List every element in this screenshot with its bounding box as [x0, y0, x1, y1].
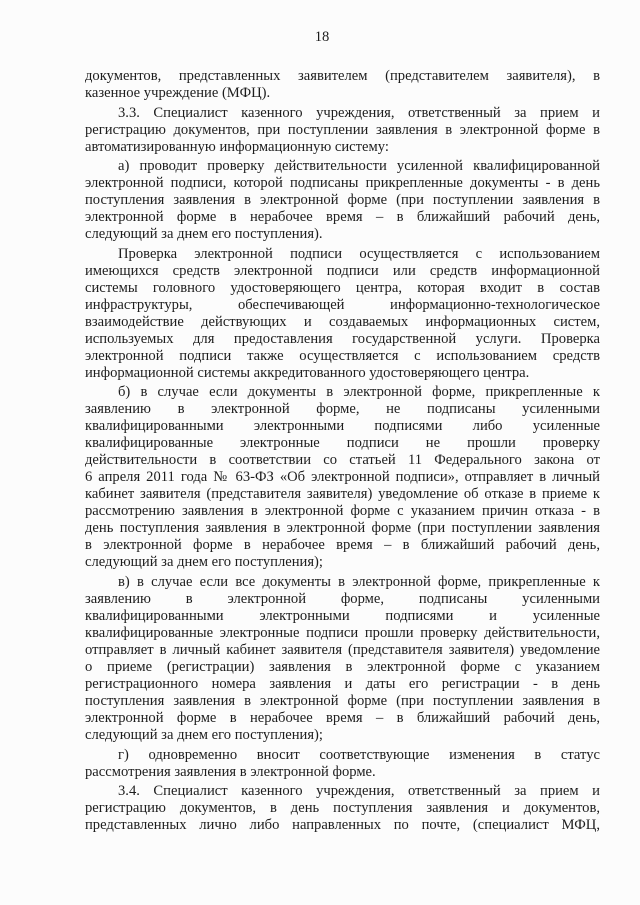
text-line: действительности в соответствии со статьей 11 Федерального закона от: [85, 452, 600, 469]
paragraph-continuation: [85, 68, 600, 102]
text-line: электронной подписи также осуществляется с использованием средств: [85, 347, 600, 364]
paragraph-3-3-a: [85, 158, 600, 243]
document-body: [85, 68, 600, 834]
text-line: квалифицированными электронными подписями и усиленные: [85, 607, 600, 624]
text-line: регистрацию документов, при поступлении заявления в электронной форме в: [85, 121, 600, 138]
text-line: квалифицированными электронными подписями либо усиленные: [85, 418, 600, 435]
text-line: инфраструктуры, обеспечивающей информационно-технологическое: [85, 296, 600, 313]
text-line: 3.3. Специалист казенного учреждения, ответственный за прием и: [118, 104, 600, 121]
text-line: квалифицированные электронные подписи не прошли проверку: [85, 435, 600, 452]
text-line: электронной подписи, которой подписаны прикрепленные документы - в день: [85, 175, 600, 192]
text-line: электронной форме в нерабочее время – в ближайший рабочий день,: [85, 709, 600, 726]
text-line: о приеме (регистрации) заявления в электронной форме с указанием: [85, 658, 600, 675]
paragraph-3-4: [85, 783, 600, 834]
text-line: кабинет заявителя (представителя заявителя) уведомление об отказе в приеме к: [85, 486, 600, 503]
text-line: регистрационного номера заявления и даты его регистрации - в день: [85, 675, 600, 692]
text-line: г) одновременно вносит соответствующие изменения в статус: [118, 746, 600, 763]
paragraph-3-3-v: [85, 574, 600, 744]
text-line: взаимодействие действующих и создаваемых информационных систем,: [85, 313, 600, 330]
text-line: следующий за днем его поступления).: [85, 226, 323, 243]
text-line: имеющихся средств электронной подписи или средств информационной: [85, 262, 600, 279]
text-line: рассмотрению заявления в электронной форме с указанием причин отказа - в: [85, 503, 600, 520]
text-line: казенное учреждение (МФЦ).: [85, 85, 271, 101]
text-line: 3.4. Специалист казенного учреждения, ответственный за прием и: [118, 783, 600, 800]
text-line: в) в случае если все документы в электронной форме, прикрепленные к: [118, 573, 600, 590]
text-line: автоматизированную информационную систему:: [85, 138, 389, 155]
text-line: следующий за днем его поступления);: [85, 726, 323, 743]
text-line: используемых для предоставления государственной услуги. Проверка: [85, 330, 600, 347]
text-line: б) в случае если документы в электронной форме, прикрепленные к: [118, 384, 600, 401]
text-line: заявлению в электронной форме, не подписаны усиленными: [85, 401, 600, 418]
text-line: заявлению в электронной форме, подписаны усиленными: [85, 590, 600, 607]
text-line: поступления заявления в электронной форме (при поступлении заявления в: [85, 692, 600, 709]
text-line: системы головного удостоверяющего центра, которая входит в состав: [85, 279, 600, 296]
text-line: Проверка электронной подписи осуществляется с использованием: [118, 245, 600, 262]
text-line: а) проводит проверку действительности усиленной квалифицированной: [118, 158, 600, 175]
text-line: в электронной форме в нерабочее время – в ближайший рабочий день,: [85, 537, 600, 554]
paragraph-3-3-g: [85, 747, 600, 781]
paragraph-3-3: [85, 105, 600, 156]
text-line: информационной системы аккредитованного удостоверяющего центра.: [85, 364, 530, 381]
text-line: поступления заявления в электронной форме (при поступлении заявления в: [85, 192, 600, 209]
text-line: документов, представленных заявителем (представителем заявителя), в: [85, 68, 600, 84]
paragraph-3-3-b: [85, 384, 600, 571]
text-line: следующий за днем его поступления);: [85, 554, 323, 571]
text-line: электронной форме в нерабочее время – в ближайший рабочий день,: [85, 209, 600, 226]
paragraph-signature-verification: [85, 246, 600, 382]
text-line: 6 апреля 2011 года № 63-ФЗ «Об электронной подписи», отправляет в личный: [85, 469, 600, 486]
text-line: день поступления заявления в электронной форме (при поступлении заявления: [85, 520, 600, 537]
text-line: регистрацию документов, в день поступления заявления и документов,: [85, 800, 600, 817]
text-line: отправляет в личный кабинет заявителя (представителя заявителя) уведомление: [85, 641, 600, 658]
page-number: 18: [314, 29, 330, 45]
text-line: представленных лично либо направленных по почте, (специалист МФЦ,: [85, 817, 600, 834]
text-line: квалифицированные электронные подписи прошли проверку действительности,: [85, 624, 600, 641]
text-line: рассмотрения заявления в электронной форме.: [85, 763, 376, 780]
